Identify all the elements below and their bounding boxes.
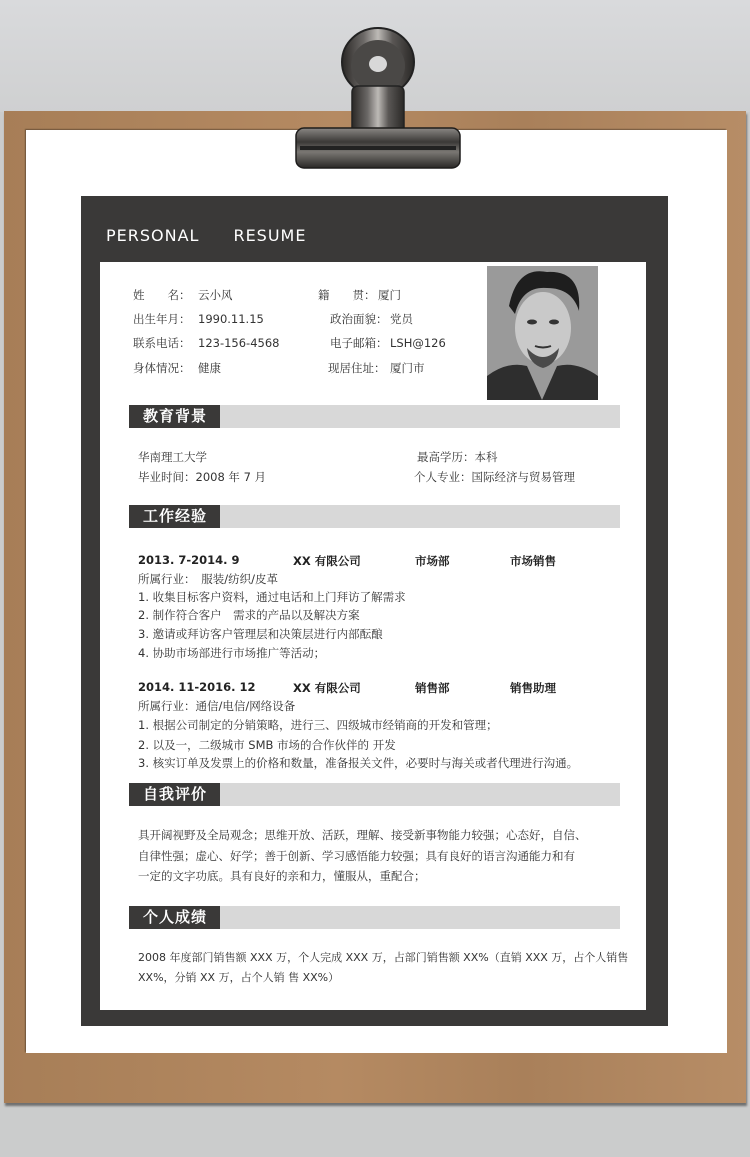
job2-duty-2: 2. 以及一，二级城市 SMB 市场的合作伙伴的 开发 <box>138 738 396 752</box>
name-label: 姓 名： <box>133 288 191 302</box>
degree: 最高学历：本科 <box>417 450 498 464</box>
health-label: 身体情况： <box>133 361 191 375</box>
political-value: 党员 <box>390 312 413 326</box>
job1-duty-1: 1. 收集目标客户资料，通过电话和上门拜访了解需求 <box>138 590 406 604</box>
info-name <box>133 287 233 303</box>
job1-position: 市场销售 <box>510 554 556 568</box>
phone-value: 123-156-4568 <box>198 336 280 350</box>
job2-period: 2014. 11-2016. 12 <box>138 680 256 694</box>
resume-title <box>106 226 340 245</box>
section-title-self-evaluation: 自我评价 <box>129 783 220 806</box>
section-work <box>129 505 620 528</box>
political-label: 政治面貌： <box>330 312 388 326</box>
job2-duty-3: 3. 核实订单及发票上的价格和数量，准备报关文件，必要时与海关或者代理进行沟通。 <box>138 756 579 770</box>
info-native-place <box>318 287 401 303</box>
title-personal: PERSONAL <box>106 226 200 245</box>
title-resume: RESUME <box>233 226 307 245</box>
achievements-line-1: 2008 年度部门销售额 XXX 万，个人完成 XXX 万，占部门销售额 XX%（直销 XXX 万，占个人销售 <box>138 951 629 964</box>
graduation-date: 毕业时间：2008 年 7 月 <box>138 470 267 484</box>
job2-duty-1: 1. 根据公司制定的分销策略，进行三、四级城市经销商的开发和管理； <box>138 718 498 732</box>
portrait-photo <box>487 266 598 400</box>
job1-department: 市场部 <box>415 554 450 568</box>
section-self-evaluation <box>129 783 620 806</box>
binder-clip-icon <box>286 22 466 172</box>
section-achievements <box>129 906 620 929</box>
phone-label: 联系电话： <box>133 336 191 350</box>
achievements-line-2: XX%，分销 XX 万，占个人销 售 XX%） <box>138 971 340 984</box>
section-title-education: 教育背景 <box>129 405 220 428</box>
native-label: 籍 贯： <box>318 288 376 302</box>
info-political <box>330 311 413 327</box>
self-eval-line-3: 一定的文字功底。具有良好的亲和力，懂服从，重配合； <box>138 869 426 883</box>
job1-industry: 所属行业： 服装/纺织/皮革 <box>138 572 278 586</box>
section-title-work: 工作经验 <box>129 505 220 528</box>
job1-duty-4: 4. 协助市场部进行市场推广等活动； <box>138 646 326 660</box>
birth-value: 1990.11.15 <box>198 312 264 326</box>
info-phone <box>133 335 279 351</box>
info-birth <box>133 311 264 327</box>
job1-duty-2: 2. 制作符合客户 需求的产品以及解决方案 <box>138 608 360 622</box>
school-name: 华南理工大学 <box>138 450 207 464</box>
name-value: 云小风 <box>198 288 233 302</box>
job2-department: 销售部 <box>415 681 450 695</box>
health-value: 健康 <box>198 361 221 375</box>
section-education <box>129 405 620 428</box>
email-value: LSH@126 <box>390 336 446 350</box>
info-address <box>328 360 425 376</box>
email-label: 电子邮箱： <box>330 336 388 350</box>
self-eval-line-2: 自律性强；虚心、好学；善于创新、学习感悟能力较强；具有良好的语言沟通能力和有 <box>138 849 575 863</box>
info-email <box>330 335 446 351</box>
address-value: 厦门市 <box>390 361 425 375</box>
job2-industry: 所属行业：通信/电信/网络设备 <box>138 699 296 713</box>
address-label: 现居住址： <box>328 361 386 375</box>
job1-company: XX 有限公司 <box>293 554 361 568</box>
job1-period: 2013. 7-2014. 9 <box>138 553 240 567</box>
job2-company: XX 有限公司 <box>293 681 361 695</box>
section-title-achievements: 个人成绩 <box>129 906 220 929</box>
self-eval-line-1: 具开阔视野及全局观念；思维开放、活跃，理解、接受新事物能力较强；心态好，自信、 <box>138 828 587 842</box>
birth-label: 出生年月： <box>133 312 191 326</box>
major: 个人专业：国际经济与贸易管理 <box>414 470 575 484</box>
native-value: 厦门 <box>378 288 401 302</box>
info-health <box>133 360 221 376</box>
job2-position: 销售助理 <box>510 681 556 695</box>
job1-duty-3: 3. 邀请或拜访客户管理层和决策层进行内部酝酿 <box>138 627 383 641</box>
